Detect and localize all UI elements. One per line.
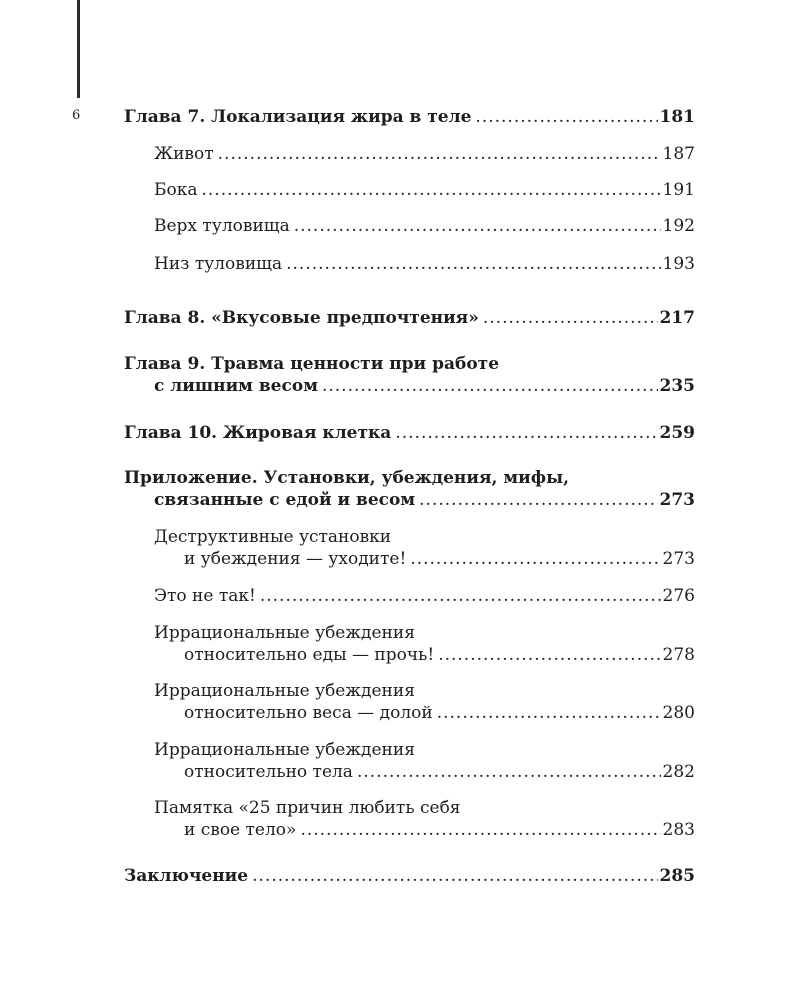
toc-page-number: 192 (662, 216, 695, 236)
toc-leader-dots (357, 761, 661, 783)
toc-entry-niz-tulovishcha (154, 253, 695, 275)
toc-page-number: 283 (662, 820, 695, 840)
toc-entry-conclusion (124, 865, 695, 887)
toc-entry-title-continued: и свое тело» (184, 820, 297, 840)
toc-leader-dots (218, 143, 661, 165)
toc-page-number: 280 (662, 703, 695, 723)
toc-leader-dots (260, 585, 661, 607)
toc-entry-memo-25-reasons (154, 797, 695, 841)
toc-page-number: 276 (662, 586, 695, 606)
toc-leader-dots (438, 644, 660, 666)
toc-page-number: 273 (662, 549, 695, 569)
toc-entry-title: Глава 7. Локализация жира в теле (124, 107, 472, 127)
toc-leader-dots (202, 179, 661, 201)
toc-leader-dots (300, 819, 660, 841)
toc-entry-title: Памятка «25 причин любить себя (154, 798, 461, 818)
toc-entry-title: Низ туловища (154, 254, 283, 274)
toc-entry-title-continued: относительно еды — прочь! (184, 645, 435, 665)
toc-entry-chapter-10 (124, 422, 695, 444)
toc-entry-title: Живот (154, 144, 214, 164)
toc-leader-dots (286, 253, 660, 275)
toc-entry-title: Приложение. Установки, убеждения, мифы, (124, 468, 570, 488)
toc-entry-chapter-7 (124, 106, 695, 128)
toc-page-number: 193 (662, 254, 695, 274)
toc-entry-title: Это не так! (154, 586, 256, 606)
toc-entry-eto-ne-tak (154, 585, 695, 607)
toc-page-number: 278 (662, 645, 695, 665)
toc-entry-boka (154, 179, 695, 201)
toc-entry-title: Глава 10. Жировая клетка (124, 423, 392, 443)
toc-entry-title: Иррациональные убеждения (154, 681, 415, 701)
toc-entry-title: Бока (154, 180, 198, 200)
toc-entry-irrational-weight (154, 680, 695, 724)
toc-entry-title: Иррациональные убеждения (154, 623, 415, 643)
toc-page-number: 217 (659, 308, 695, 328)
toc-entry-title-continued: с лишним весом (154, 376, 318, 396)
page-number: 6 (72, 108, 81, 123)
toc-entry-chapter-9 (124, 353, 695, 397)
toc-entry-irrational-food (154, 622, 695, 666)
toc-entry-title-continued: связанные с едой и весом (154, 490, 416, 510)
toc-page-number: 285 (659, 866, 695, 886)
toc-entry-title: Заключение (124, 866, 249, 886)
toc-leader-dots (252, 865, 657, 887)
toc-entry-destructive-beliefs (154, 526, 695, 570)
toc-entry-title: Глава 8. «Вкусовые предпочтения» (124, 308, 479, 328)
toc-entry-title-continued: относительно веса — долой (184, 703, 433, 723)
toc-entry-appendix (124, 467, 695, 511)
toc-entry-title-continued: относительно тела (184, 762, 353, 782)
toc-page-number: 273 (659, 490, 695, 510)
toc-entry-title: Иррациональные убеждения (154, 740, 415, 760)
toc-page-number: 191 (662, 180, 695, 200)
toc-page-number: 282 (662, 762, 695, 782)
toc-leader-dots (294, 215, 661, 237)
toc-page-number: 181 (659, 107, 695, 127)
toc-page-number: 187 (662, 144, 695, 164)
toc-leader-dots (410, 548, 660, 570)
toc-page-number: 235 (659, 376, 695, 396)
toc-entry-chapter-8 (124, 307, 695, 329)
toc-entry-zhivot (154, 143, 695, 165)
toc-entry-title: Деструктивные установки (154, 527, 392, 547)
margin-rule (77, 0, 80, 98)
toc-entry-title: Глава 9. Травма ценности при работе (124, 354, 500, 374)
toc-leader-dots (419, 489, 657, 511)
toc-leader-dots (483, 307, 658, 329)
toc-entry-title-continued: и убеждения — уходите! (184, 549, 407, 569)
toc-entry-title: Верх туловища (154, 216, 290, 236)
toc-page-number: 259 (659, 423, 695, 443)
toc-entry-verh-tulovishcha (154, 215, 695, 237)
toc-leader-dots (322, 375, 658, 397)
toc-leader-dots (437, 702, 661, 724)
toc-leader-dots (475, 106, 657, 128)
toc-entry-irrational-body (154, 739, 695, 783)
toc-leader-dots (395, 422, 657, 444)
